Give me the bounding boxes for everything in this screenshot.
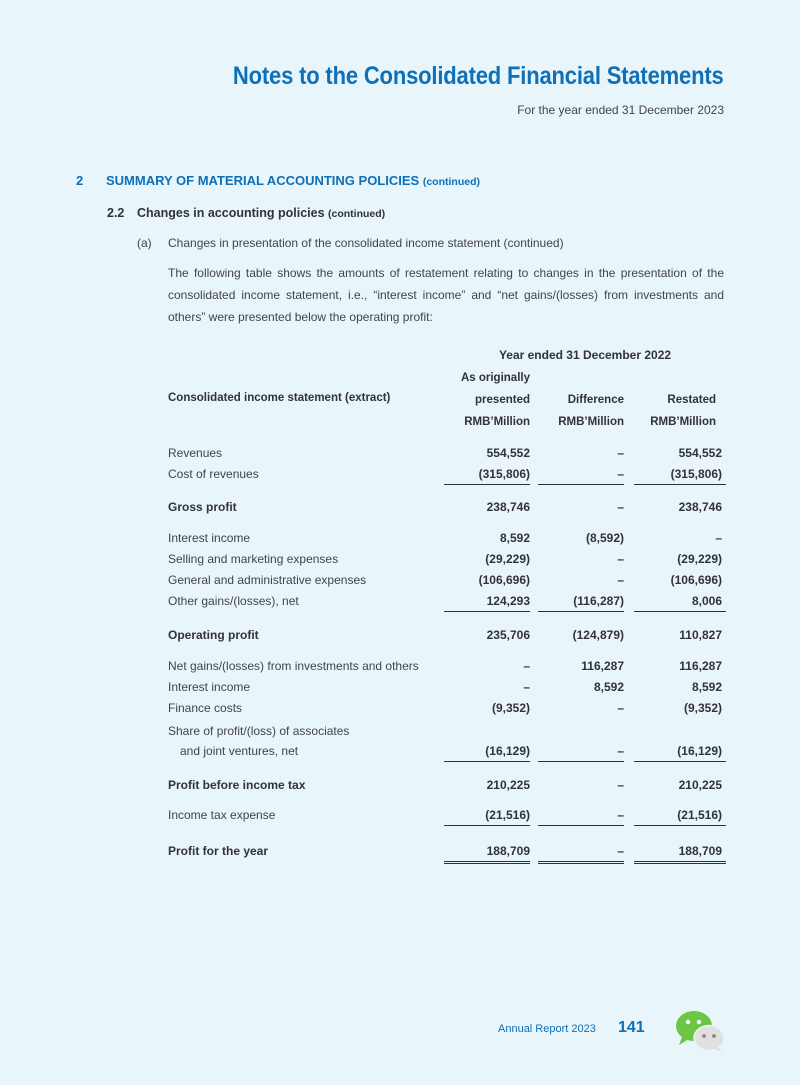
page-title: Notes to the Consolidated Financial Statements — [233, 62, 724, 90]
row-label: Share of profit/(loss) of associates — [168, 724, 350, 738]
row-restated-value: (315,806) — [670, 467, 722, 481]
footer-report-title: Annual Report 2023 — [498, 1023, 596, 1035]
subtotal-rule — [444, 484, 530, 485]
page-subtitle: For the year ended 31 December 2023 — [517, 103, 724, 117]
row-restated-value: (106,696) — [670, 573, 722, 587]
col-original-line2: presented — [475, 394, 530, 406]
row-original-value: – — [523, 659, 530, 673]
row-original-value: 124,293 — [486, 594, 530, 608]
row-original-value: 554,552 — [486, 446, 530, 460]
col-restated-line2: Restated — [667, 394, 716, 406]
row-restated-value: – — [715, 531, 722, 545]
row-difference-value: – — [617, 808, 624, 822]
row-original-value: 235,706 — [486, 628, 530, 642]
total-double-rule — [634, 861, 726, 864]
section-title: SUMMARY OF MATERIAL ACCOUNTING POLICIES — [106, 173, 420, 188]
table-row — [168, 701, 728, 721]
table-row — [168, 659, 728, 679]
row-restated-value: 188,709 — [678, 844, 722, 858]
row-original-value: 8,592 — [499, 531, 530, 545]
row-label: Gross profit — [168, 500, 237, 514]
row-original-value: (29,229) — [485, 552, 530, 566]
row-original-value: (9,352) — [491, 701, 530, 715]
row-label: Net gains/(losses) from investments and others — [168, 659, 419, 673]
subtotal-rule — [538, 611, 624, 612]
subtotal-rule — [634, 825, 726, 826]
subsection-title: Changes in accounting policies — [137, 206, 325, 220]
table-row — [168, 446, 728, 466]
row-difference-value: 8,592 — [593, 680, 624, 694]
item-text: Changes in presentation of the consolidated income statement (continued) — [168, 236, 564, 250]
row-difference-value: – — [617, 778, 624, 792]
row-restated-value: 110,827 — [679, 628, 722, 642]
row-original-value: (21,516) — [485, 808, 530, 822]
col-original-line1: As originally — [460, 372, 530, 384]
total-double-rule — [444, 861, 530, 864]
row-difference-value: (8,592) — [585, 531, 624, 545]
row-restated-value: (16,129) — [677, 744, 722, 758]
page-number: 141 — [618, 1019, 645, 1036]
row-label: Other gains/(losses), net — [168, 594, 299, 608]
row-difference-value: – — [617, 446, 624, 460]
section-suffix: (continued) — [422, 176, 480, 188]
extract-header: Consolidated income statement (extract) — [168, 392, 391, 404]
row-label: General and administrative expenses — [168, 573, 367, 587]
col-original-header — [444, 367, 530, 433]
row-restated-value: 8,006 — [691, 594, 722, 608]
row-original-value: (315,806) — [478, 467, 530, 481]
row-difference-value: 116,287 — [581, 659, 624, 673]
row-label: Income tax expense — [168, 808, 276, 822]
row-label: Selling and marketing expenses — [168, 552, 339, 566]
section-heading — [76, 173, 480, 188]
row-label: Interest income — [168, 680, 251, 694]
row-restated-value: (9,352) — [683, 701, 722, 715]
subsection-suffix: (continued) — [328, 208, 386, 220]
table-row — [168, 724, 728, 744]
subtotal-rule — [444, 761, 530, 762]
row-restated-value: 116,287 — [679, 659, 722, 673]
row-restated-value: (29,229) — [677, 552, 722, 566]
row-difference-value: – — [617, 844, 624, 858]
row-label: and joint ventures, net — [180, 744, 299, 758]
table-row — [168, 573, 728, 593]
subtotal-rule — [634, 484, 726, 485]
table-row — [168, 531, 728, 551]
row-restated-value: 8,592 — [691, 680, 722, 694]
row-original-value: 238,746 — [486, 500, 530, 514]
col-original-unit: RMB’Million — [464, 416, 530, 428]
row-restated-value: 554,552 — [678, 446, 722, 460]
table-row — [168, 500, 728, 520]
period-header: Year ended 31 December 2022 — [498, 348, 672, 362]
row-label: Revenues — [168, 446, 223, 460]
row-label: Profit before income tax — [168, 778, 306, 792]
row-difference-value: (116,287) — [573, 594, 624, 608]
subsection-heading — [107, 206, 385, 220]
wechat-logo-icon — [674, 1009, 726, 1053]
section-number: 2 — [76, 173, 84, 188]
subtotal-rule — [634, 761, 726, 762]
subsection-number: 2.2 — [107, 206, 125, 220]
row-restated-value: 238,746 — [678, 500, 722, 514]
row-difference-value: – — [617, 467, 624, 481]
intro-paragraph: The following table shows the amounts of restatement relating to changes in the presentation of the consolidated income statement, i.e., “interest income” and “net gains/(losses) from investments and others” were presented below the operating profit: — [168, 266, 724, 324]
table-row — [168, 628, 728, 648]
row-original-value: 210,225 — [486, 778, 530, 792]
row-original-value: 188,709 — [486, 844, 530, 858]
table-row — [168, 552, 728, 572]
row-label: Interest income — [168, 531, 251, 545]
row-difference-value: – — [617, 744, 624, 758]
subtotal-rule — [444, 611, 530, 612]
row-label: Operating profit — [168, 628, 259, 642]
subtotal-rule — [538, 761, 624, 762]
table-row — [168, 778, 728, 798]
row-difference-value: – — [617, 573, 624, 587]
row-label: Cost of revenues — [168, 467, 259, 481]
row-label: Finance costs — [168, 701, 243, 715]
total-double-rule — [538, 861, 624, 864]
col-restated-unit: RMB’Million — [650, 416, 716, 428]
col-difference-header — [538, 389, 624, 433]
subtotal-rule — [444, 825, 530, 826]
subtotal-rule — [634, 611, 726, 612]
row-difference-value: – — [617, 701, 624, 715]
row-difference-value: (124,879) — [572, 628, 624, 642]
row-restated-value: 210,225 — [678, 778, 722, 792]
row-label: Profit for the year — [168, 844, 269, 858]
item-heading — [137, 236, 564, 250]
item-marker: (a) — [137, 236, 152, 250]
row-difference-value: – — [617, 552, 624, 566]
col-restated-header — [634, 389, 716, 433]
table-row — [168, 680, 728, 700]
row-original-value: – — [523, 680, 530, 694]
col-difference-unit: RMB’Million — [558, 416, 624, 428]
row-original-value: (16,129) — [485, 744, 530, 758]
subtotal-rule — [538, 484, 624, 485]
row-restated-value: (21,516) — [677, 808, 722, 822]
row-difference-value: – — [617, 500, 624, 514]
col-difference-line2: Difference — [567, 394, 624, 406]
subtotal-rule — [538, 825, 624, 826]
row-original-value: (106,696) — [478, 573, 530, 587]
